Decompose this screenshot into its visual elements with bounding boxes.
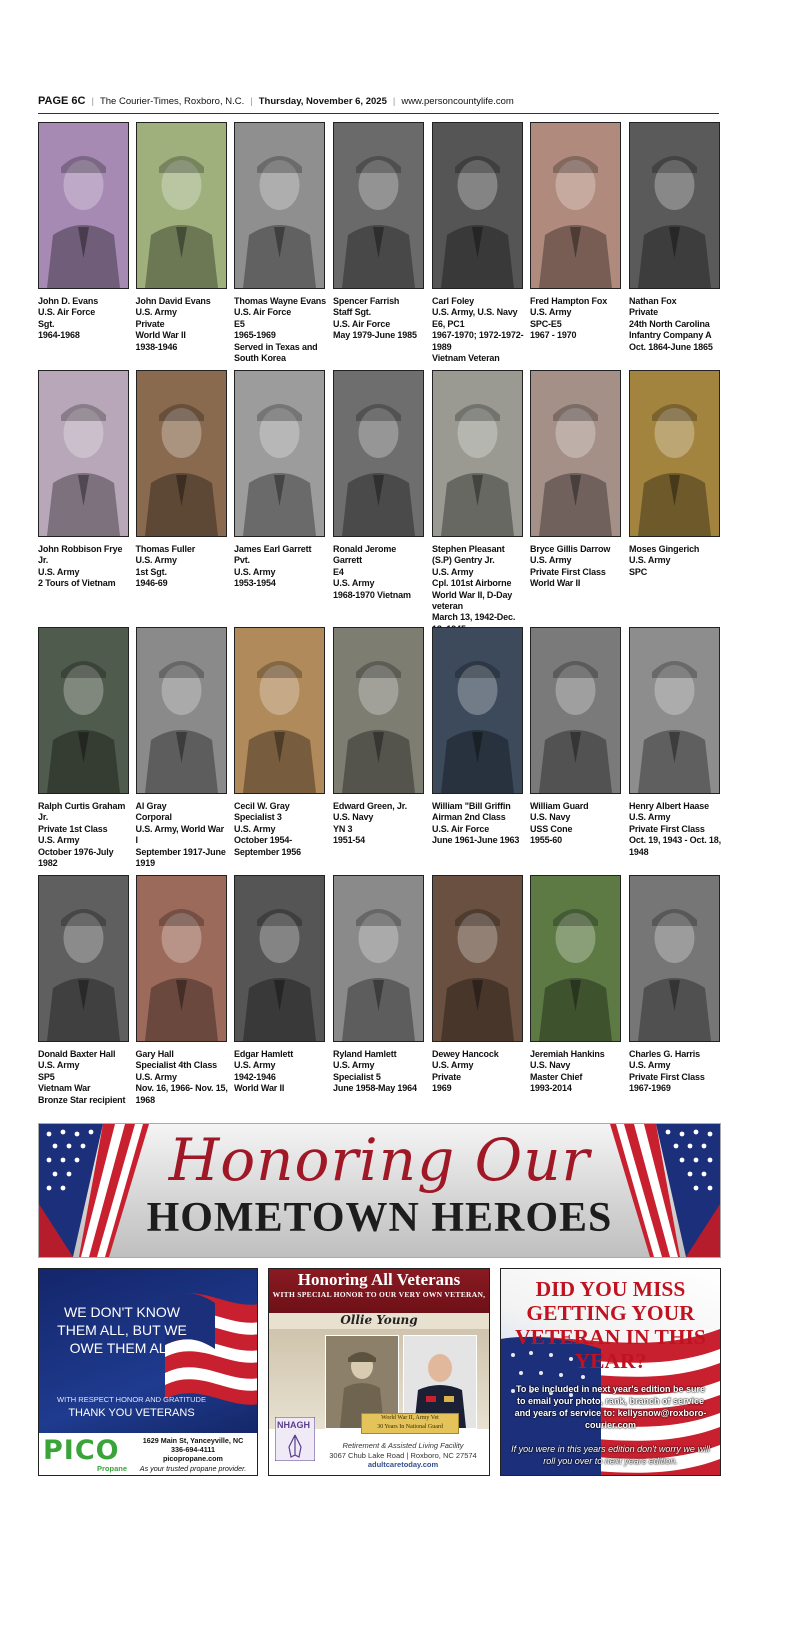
nhagh-footer [321,1441,485,1470]
veteran-caption [38,544,131,590]
veteran-name: Henry Albert Haase [629,801,710,811]
banner-title: HOMETOWN HEROES [146,1195,613,1241]
veteran-detail: Pvt. [234,555,250,566]
veteran-name: James Earl Garrett [234,544,312,554]
veteran-detail: U.S. Army [135,307,177,318]
veteran-portrait [38,875,129,1042]
pico-logo-sub: Propane [97,1464,128,1473]
veteran-portrait [432,627,523,794]
veteran-detail: SPC-E5 [530,318,562,329]
veteran-detail: 1965-1969 [234,330,276,341]
veteran-detail: Vietnam Veteran [432,353,500,364]
veteran-caption [136,801,229,869]
veteran-detail: U.S. Army, U.S. Navy [432,307,518,318]
badge-line: 30 Years In National Guard [377,1424,443,1430]
veteran-detail: 1946-69 [135,578,168,589]
veteran-detail: U.S. Air Force [38,307,96,318]
veteran-detail: 1968-1970 Vietnam [333,589,411,600]
issue-date: Thursday, November 6, 2025 [258,95,387,107]
veteran-detail: U.S. Army [135,555,177,566]
veteran-portrait [629,875,720,1042]
veteran-detail: World War II [530,578,581,589]
pico-contact [133,1436,253,1473]
veteran-caption [333,544,426,601]
veteran-caption [136,296,229,353]
veteran-detail: U.S. Army [629,812,671,823]
veteran-detail: Vietnam War [38,1083,91,1094]
veteran-detail: 1967-1969 [629,1083,671,1094]
veteran-detail: Master Chief [530,1071,583,1082]
veteran-detail: 1951-54 [333,835,365,846]
veteran-name: Dewey Hancock [432,1049,499,1059]
pico-footer [39,1433,257,1475]
veteran-detail: Private First Class [629,1071,705,1082]
veteran-detail: E4 [333,566,344,577]
veteran-name: John David Evans [135,296,211,306]
veteran-detail: USS Cone [530,823,573,834]
veteran-detail: World War II [234,1083,285,1094]
veteran-portrait [136,875,227,1042]
veteran-portrait [629,122,720,289]
veteran-portrait [432,370,523,537]
pico-phone: 336-694-4111 [171,1445,215,1455]
nhagh-ad[interactable] [268,1268,490,1476]
page-number: PAGE 6C [38,95,86,107]
banner-script-title: Honoring Our [168,1126,591,1194]
veteran-detail: U.S. Army [432,1060,474,1071]
veteran-caption [629,544,722,578]
veteran-detail: SP5 [38,1071,55,1082]
veteran-detail: YN 3 [333,823,353,834]
header-separator: | [392,95,396,107]
veteran-name: Edgar Hamlett [234,1049,294,1059]
veteran-name: Carl Foley [432,296,475,306]
facility-type: Retirement & Assisted Living Facility [342,1441,464,1450]
veteran-portrait [234,627,325,794]
nhagh-logo: NHAGH [277,1420,310,1430]
veteran-name: Stephen Pleasant (S.P) Gentry Jr. [432,544,505,566]
veteran-portrait [38,627,129,794]
veteran-detail: U.S. Air Force [333,318,391,329]
veteran-detail: Private 1st Class [38,823,108,834]
veteran-detail: Airman 2nd Class [432,812,506,823]
veteran-detail: Private First Class [629,823,705,834]
nhagh-title: Honoring All Veterans [297,1270,461,1289]
veteran-detail: E6, PC1 [432,318,465,329]
veteran-detail: U.S. Army [38,566,80,577]
pico-propane-ad[interactable] [38,1268,258,1476]
veteran-detail: 1993-2014 [530,1083,572,1094]
veteran-detail: October 1954-September 1956 [234,835,301,857]
veteran-portrait [234,875,325,1042]
veteran-detail: Specialist 3 [234,812,282,823]
missed-heading: DID YOU MISS GETTING YOUR VETERAN IN THIS YEAR? [515,1277,706,1373]
veteran-portrait [432,122,523,289]
veteran-portrait [629,370,720,537]
header-separator: | [250,95,253,107]
veteran-detail: U.S. Army [432,566,474,577]
veteran-caption [38,296,131,342]
veteran-detail: E5 [234,318,245,329]
pico-respect-line: WITH RESPECT HONOR AND GRATITUDE [57,1395,206,1404]
veteran-caption [530,801,623,847]
veteran-detail: U.S. Army [530,555,572,566]
veteran-portrait [234,122,325,289]
veteran-detail: 1967-1970; 1972-1972-1989 [432,330,524,352]
veteran-portrait [38,370,129,537]
veteran-detail: Oct. 19, 1943 - Oct. 18, 1948 [629,835,721,857]
veteran-portrait [530,627,621,794]
veteran-portrait [136,122,227,289]
veteran-name: Charles G. Harris [629,1049,700,1059]
veteran-portrait [333,627,424,794]
veteran-caption [234,296,327,364]
veteran-name: John D. Evans [38,296,99,306]
missed-veteran-ad [500,1268,721,1476]
veteran-detail: U.S. Army [135,1071,177,1082]
veteran-name: William Guard [530,801,589,811]
missed-instructions: To be included in next year's edition be sure to email your photo, rank, branch of service and years of service to: kellysnow@roxboro-courier.com [514,1384,707,1430]
veteran-caption [234,801,327,858]
veteran-caption [530,544,623,590]
veteran-detail: Staff Sgt. [333,307,371,318]
facility-address: 3067 Chub Lake Road | Roxboro, NC 27574 [329,1450,477,1460]
veteran-portrait [136,370,227,537]
veteran-detail: U.S. Army [629,1060,671,1071]
veteran-detail: Oct. 1864-June 1865 [629,341,713,352]
veteran-detail: 1969 [432,1083,452,1094]
veteran-detail: 1964-1968 [38,330,80,341]
veteran-portrait [629,627,720,794]
veteran-caption [38,801,131,869]
veteran-caption [136,1049,229,1106]
veteran-detail: 24th North Carolina Infantry Company A [629,318,712,341]
pico-logo: PICO [43,1435,120,1466]
veteran-portrait [38,122,129,289]
veteran-detail: Sgt. [38,318,55,329]
nhagh-subtitle: WITH SPECIAL HONOR TO OUR VERY OWN VETERAN, [272,1290,486,1299]
veteran-detail: U.S. Army [38,835,80,846]
veteran-caption [629,801,722,858]
veteran-detail: SPC [629,566,648,577]
veteran-detail: 1953-1954 [234,578,276,589]
page-header [38,94,719,108]
veteran-detail: World War II, D-Day veteran [432,589,513,612]
veteran-caption [432,801,525,847]
veteran-detail: 1942-1946 [234,1071,276,1082]
veteran-detail: U.S. Army [333,1060,375,1071]
veteran-detail: 1938-1946 [135,341,178,352]
veteran-portrait [530,370,621,537]
veteran-detail: Private First Class [530,566,606,577]
veteran-detail: U.S. Army [333,578,375,589]
veteran-detail: 1955-60 [530,835,562,846]
veteran-portrait [530,875,621,1042]
veteran-detail: U.S. Navy [530,812,571,823]
veteran-detail: U.S. Army [234,823,276,834]
badge-line: World War II, Army Vet [381,1415,439,1421]
nhagh-header [269,1269,489,1313]
veteran-name: Donald Baxter Hall [38,1049,116,1059]
veteran-caption [333,801,426,847]
veteran-detail: Specialist 5 [333,1071,381,1082]
veteran-portrait [136,627,227,794]
pico-website[interactable]: picopropane.com [163,1454,223,1464]
veteran-name: Ollie Young [269,1313,489,1329]
veteran-name: Cecil W. Gray [234,801,290,811]
veteran-detail: U.S. Air Force [234,307,292,318]
veteran-detail: Served in Texas and South Korea [234,341,318,364]
pico-tagline: As your trusted propane provider. [139,1463,247,1473]
veteran-name: Thomas Wayne Evans [234,296,326,306]
veteran-detail: U.S. Army, World War I [135,823,225,846]
veteran-detail: Specialist 4th Class [135,1060,218,1071]
veteran-name: Al Gray [135,801,167,811]
veteran-detail: Private [432,1071,461,1082]
veteran-detail: U.S. Army [38,1060,80,1071]
veteran-caption [136,544,229,590]
pico-slogan: WE DON'T KNOW THEM ALL, BUT WE OWE THEM ALL [57,1304,187,1356]
newspaper-name: The Courier-Times, Roxboro, N.C. [99,95,245,107]
veteran-detail: Cpl. 101st Airborne [432,578,512,589]
facility-website[interactable]: adultcaretoday.com [367,1460,439,1470]
veteran-caption [333,296,426,342]
missed-rollover-note: If you were in this years edition don't worry we will roll you over to next years edition. [511,1444,710,1466]
veteran-detail: 1967 - 1970 [530,330,577,341]
header-rule [38,113,719,114]
veteran-name: Ralph Curtis Graham Jr. [38,801,126,823]
veteran-name: William "Bill Griffin [432,801,511,811]
veteran-name: Jeremiah Hankins [530,1049,605,1059]
veteran-detail: U.S. Navy [530,1060,571,1071]
pico-address: 1629 Main St, Yanceyville, NC [142,1436,244,1445]
veteran-name: Bryce Gillis Darrow [530,544,611,554]
veteran-detail: June 1958-May 1964 [333,1083,417,1094]
veteran-detail: 2 Tours of Vietnam [38,578,116,589]
veteran-detail: U.S. Army [530,307,572,318]
veteran-caption [432,296,525,364]
veteran-portrait [333,875,424,1042]
veteran-caption [629,296,722,353]
veteran-portrait [234,370,325,537]
veteran-name: Fred Hampton Fox [530,296,608,306]
veteran-name: Edward Green, Jr. [333,801,407,811]
veteran-caption [629,1049,722,1095]
veteran-caption [333,1049,426,1095]
veteran-portrait [333,122,424,289]
veteran-detail: U.S. Navy [333,812,374,823]
veteran-detail: U.S. Army [234,566,276,577]
veteran-detail: Private [629,307,658,318]
veteran-detail: World War II [135,330,186,341]
veteran-detail: U.S. Army [234,1060,276,1071]
header-separator: | [91,95,94,107]
veteran-detail: May 1979-June 1985 [333,330,417,341]
veteran-detail: U.S. Air Force [432,823,490,834]
veteran-name: Thomas Fuller [135,544,196,554]
veteran-name: Ronald Jerome Garrett [333,544,397,566]
service-badge [361,1413,459,1434]
veteran-caption [530,296,623,342]
veteran-detail: June 1961-June 1963 [432,835,520,846]
veteran-portrait [530,122,621,289]
veteran-detail: September 1917-June 1919 [135,846,226,869]
veteran-detail: 1st Sgt. [135,566,167,577]
veteran-caption [234,1049,327,1095]
veteran-caption [234,544,327,590]
veteran-name: Gary Hall [135,1049,174,1059]
veteran-detail: U.S. Army [629,555,671,566]
veteran-name: Ryland Hamlett [333,1049,397,1059]
veteran-name: Nathan Fox [629,296,677,306]
pico-thank-you: THANK YOU VETERANS [68,1407,195,1419]
website-link[interactable]: www.personcountylife.com [401,95,514,107]
hometown-heroes-banner [38,1123,721,1258]
veteran-detail: October 1976-July 1982 [38,846,114,869]
veteran-detail: Nov. 16, 1966- Nov. 15, 1968 [135,1083,228,1105]
veteran-caption [432,1049,525,1095]
veteran-name: Spencer Farrish [333,296,400,306]
veteran-detail: Corporal [135,812,172,823]
veteran-name: Moses Gingerich [629,544,700,554]
veteran-caption [530,1049,623,1095]
veteran-portrait [333,370,424,537]
veteran-name: John Robbison Frye Jr. [38,544,123,566]
veteran-detail: March 13, 1942-Dec. [432,612,516,623]
veteran-detail: Private [135,318,165,329]
veteran-portrait [432,875,523,1042]
veteran-caption [38,1049,131,1106]
veteran-detail: Bronze Star recipient [38,1094,126,1105]
